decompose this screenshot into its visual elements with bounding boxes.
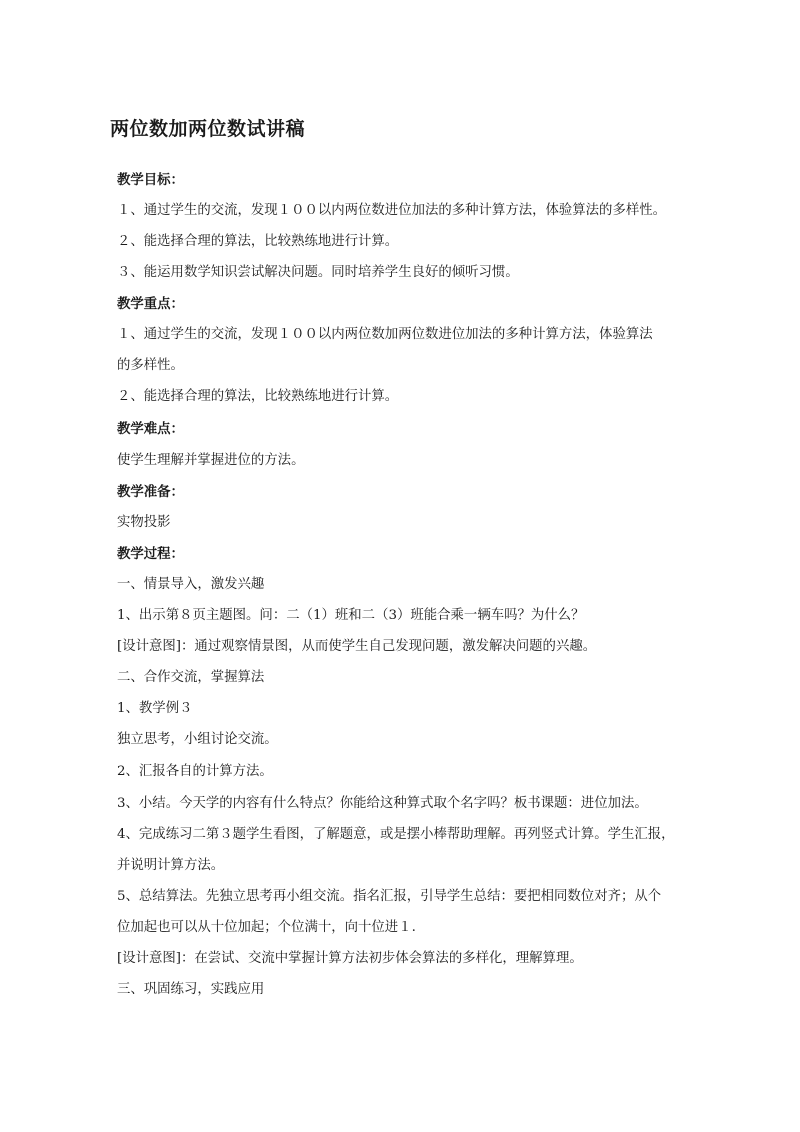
heading-process: 教学过程： [117, 546, 184, 562]
process-step-2-1-detail: 独立思考，小组讨论交流。 [117, 732, 278, 747]
document-title: 两位数加两位数试讲稿 [110, 118, 306, 140]
key-point-1-cont: 的多样性。 [117, 358, 184, 373]
process-step-2-5: 5、总结算法。先独立思考再小组交流。指名汇报，引导学生总结：要把相同数位对齐；从个 [117, 889, 662, 904]
objective-3: ３、能运用数学知识尝试解决问题。同时培养学生良好的倾听习惯。 [117, 265, 519, 280]
design-intent-1: [设计意图]：通过观察情景图，从而使学生自己发现问题，激发解决问题的兴趣。 [117, 639, 597, 654]
process-step-2-5-cont: 位加起也可以从十位加起；个位满十，向十位进１. [117, 920, 416, 935]
objective-2: ２、能选择合理的算法，比较熟练地进行计算。 [117, 234, 399, 249]
heading-preparation: 教学准备： [117, 484, 184, 500]
design-intent-2: [设计意图]：在尝试、交流中掌握计算方法初步体会算法的多样化，理解算理。 [117, 951, 583, 966]
process-section-1: 一、情景导入，激发兴趣 [117, 577, 265, 592]
heading-objectives: 教学目标： [117, 172, 184, 188]
objective-1: １、通过学生的交流，发现１００以内两位数进位加法的多种计算方法，体验算法的多样性。 [117, 203, 667, 218]
process-step-2-3: 3、小结。今天学的内容有什么特点？你能给这种算式取个名字吗？板书课题：进位加法。 [117, 796, 648, 811]
process-section-2: 二、合作交流，掌握算法 [117, 670, 265, 685]
process-step-2-2: 2、汇报各自的计算方法。 [117, 764, 273, 779]
key-point-2: ２、能选择合理的算法，比较熟练地进行计算。 [117, 389, 399, 404]
process-step-2-1: 1、教学例３ [117, 701, 193, 716]
difficulty-1: 使学生理解并掌握进位的方法。 [117, 453, 305, 468]
key-point-1: １、通过学生的交流，发现１００以内两位数加两位数进位加法的多种计算方法，体验算法 [117, 327, 653, 342]
heading-difficulties: 教学难点： [117, 421, 184, 437]
process-step-2-4-cont: 并说明计算方法。 [117, 858, 225, 873]
heading-key-points: 教学重点： [117, 296, 184, 312]
process-section-3: 三、巩固练习，实践应用 [117, 982, 265, 997]
preparation-1: 实物投影 [117, 515, 171, 530]
process-step-2-4: 4、完成练习二第３题学生看图，了解题意，或是摆小棒帮助理解。再列竖式计算。学生汇报， [117, 827, 675, 842]
process-step-1-1: 1、出示第８页主题图。问：二（1）班和二（3）班能合乘一辆车吗？为什么？ [117, 608, 585, 623]
